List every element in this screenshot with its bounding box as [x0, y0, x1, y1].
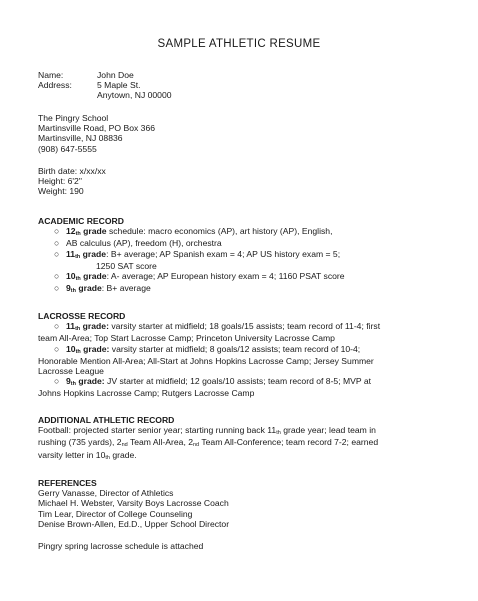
personal-block: [38, 166, 448, 197]
academic-item: ○ 11th grade: B+ average; AP Spanish exam = 4; AP US history exam = 5;: [54, 248, 341, 260]
bullet-icon: ○: [54, 248, 60, 259]
academic-item: ○ 12th grade schedule: macro economics (AP), art history (AP), English,: [54, 226, 333, 238]
academic-section: [38, 216, 448, 295]
page-title: SAMPLE ATHLETIC RESUME: [157, 38, 321, 50]
birth-date: Birth date: x/xx/xx: [38, 166, 106, 176]
address-city: Anytown, NJ 00000: [97, 90, 172, 101]
lacrosse-heading: LACROSSE RECORD: [38, 311, 126, 321]
address-street: 5 Maple St.: [97, 80, 141, 91]
references-heading: REFERENCES: [38, 478, 97, 488]
lacrosse-item: ○ 10th grade: varsity starter at midfield; 8 goals/12 assists; team record of 10-4; Honorable Mention All-Area; All-Start at Johns Hopkins Lacrosse Camp; Jersey Summer Lacrosse League: [38, 343, 374, 377]
address-label: Address:: [38, 80, 72, 91]
bullet-icon: ○: [54, 226, 60, 237]
lacrosse-section: [38, 311, 448, 399]
additional-section: [38, 415, 448, 462]
reference-item: Michael H. Webster, Varsity Boys Lacrosse Coach: [38, 498, 229, 509]
school-street: Martinsville Road, PO Box 366: [38, 123, 156, 134]
footer-note: Pingry spring lacrosse schedule is attached: [38, 541, 204, 551]
reference-item: Tim Lear, Director of College Counseling: [38, 508, 193, 519]
academic-item: ○ AB calculus (AP), freedom (H), orchestra: [54, 238, 222, 249]
bullet-icon: ○: [54, 283, 60, 294]
academic-item: ○ 9th grade: B+ average: [54, 283, 151, 295]
lacrosse-item: ○ 11th grade: varsity starter at midfield; 18 goals/15 assists; team record of 11-4; first team All-Area; Top Start Lacrosse Camp; Princeton University Lacrosse Camp: [38, 321, 381, 344]
additional-heading: ADDITIONAL ATHLETIC RECORD: [38, 415, 175, 425]
academic-list: [38, 226, 448, 295]
academic-heading: ACADEMIC RECORD: [38, 216, 124, 226]
school-name: The Pingry School: [38, 113, 109, 123]
school-phone: (908) 647-5555: [38, 143, 97, 154]
weight: Weight: 190: [38, 186, 84, 197]
reference-item: Gerry Vanasse, Director of Athletics: [38, 488, 174, 499]
bullet-icon: ○: [54, 321, 60, 332]
bullet-icon: ○: [54, 376, 60, 387]
bullet-icon: ○: [54, 271, 60, 282]
additional-text: Football: projected starter senior year; starting running back 11th grade year; lead team in rushing (735 yards), 2nd Team All-Area, 2nd Team All-Conference; team record 7-2; earned varsity letter in 10th grade.: [38, 425, 379, 461]
sat-score: 1250 SAT score: [96, 260, 157, 271]
bullet-icon: ○: [54, 343, 60, 354]
reference-item: Denise Brown-Allen, Ed.D., Upper School Director: [38, 518, 230, 529]
bullet-icon: ○: [54, 238, 60, 249]
height: Height: 6'2": [38, 176, 82, 187]
name-label: Name:: [38, 70, 64, 80]
name-value: John Doe: [97, 70, 134, 80]
lacrosse-item: ○ 9th grade: JV starter at midfield; 12 goals/10 assists; team record of 8-5; MVP at Johns Hopkins Lacrosse Camp; Rutgers Lacrosse Camp: [38, 376, 372, 399]
academic-item: ○ 10th grade: A- average; AP European history exam = 4; 1160 PSAT score: [54, 271, 345, 283]
school-block: [38, 113, 448, 154]
references-section: [38, 478, 448, 529]
contact-block: [38, 70, 448, 101]
school-city: Martinsville, NJ 08836: [38, 133, 123, 144]
